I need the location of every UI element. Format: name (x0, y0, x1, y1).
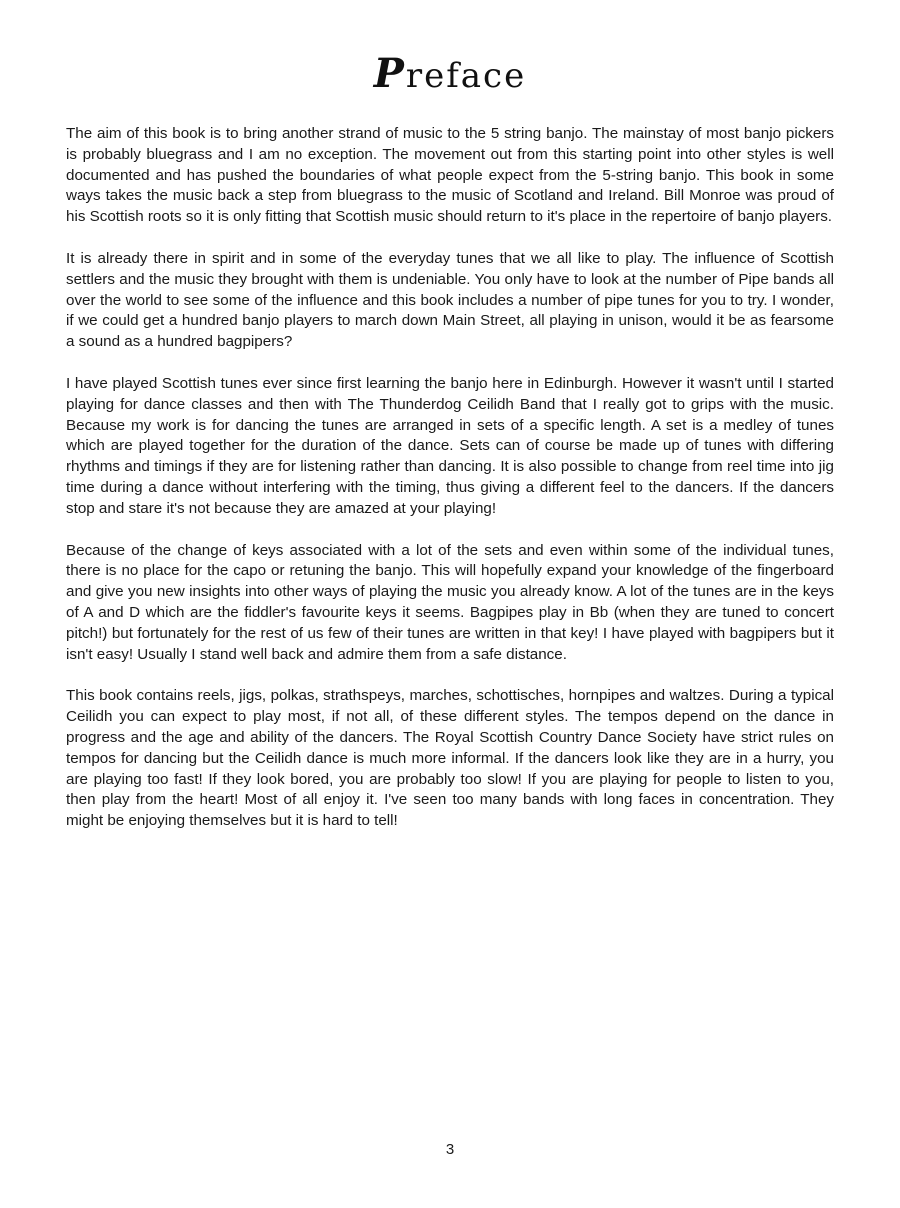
paragraph-4: Because of the change of keys associated with a lot of the sets and even within some of the individual tunes, there is no place for the capo or retuning the banjo. This will hopefully expand your knowledge of the fingerboard and give you new insights into other ways of playing the music you already know. A lot of the tunes are in the keys of A and D which are the fiddler's favourite keys it seems. Bagpipes play in Bb (when they are tuned to concert pitch!) but fortunately for the rest of us few of their tunes are written in that key! I have played with bagpipers but it isn't easy! Usually I stand well back and admire them from a safe distance. (66, 541, 834, 663)
paragraph-3: I have played Scottish tunes ever since first learning the banjo here in Edinburgh. However it wasn't until I started playing for dance classes and then with The Thunderdog Ceilidh Band that I really got to grips with the music. Because my work is for dancing the tunes are arranged in sets of a specific length. A set is a medley of tunes which are played together for the duration of the dance. Sets can of course be made up of tunes with differing rhythms and timings if they are for listening rather than dancing. It is also possible to change from reel time into jig time during a dance without interfering with the timing, thus giving a different feel to the dancers. If the dancers stop and stare it's not because they are amazed at your playing! (66, 374, 834, 517)
page-title (0, 50, 900, 97)
paragraph-5: This book contains reels, jigs, polkas, strathspeys, marches, schottisches, hornpipes and waltzes. During a typical Ceilidh you can expect to play most, if not all, of these different styles. The tempos depend on the dance in progress and the age and ability of the dancers. The Royal Scottish Country Dance Society have strict rules on tempos for dancing but the Ceilidh dance is much more informal. If the dancers look like they are in a hurry, you are playing too fast! If they look bored, you are probably too slow! If you are playing for people to listen to you, then play from the heart! Most of all enjoy it. I've seen too many bands with long faces in concentration. They might be enjoying themselves but it is hard to tell! (66, 687, 834, 830)
title-initial: P (373, 50, 406, 97)
page-number: 3 (445, 1141, 455, 1158)
title-rest: reface (405, 56, 527, 96)
paragraph-1: The aim of this book is to bring another strand of music to the 5 string banjo. The mainstay of most banjo pickers is probably bluegrass and I am no exception. The movement out from this starting point into other styles is well documented and has pushed the boundaries of what people expect from the 5-string banjo. This book in some ways takes the music back a step from bluegrass to the music of Scotland and Ireland. Bill Monroe was proud of his Scottish roots so it is only fitting that Scottish music should return to it's place in the repertoire of banjo players. (66, 125, 834, 226)
paragraph-2: It is already there in spirit and in some of the everyday tunes that we all like to play. The influence of Scottish settlers and the music they brought with them is undeniable. You only have to look at the number of Pipe bands all over the world to see some of the influence and this book includes a number of pipe tunes for you to try. I wonder, if we could get a hundred banjo players to march down Main Street, all playing in unison, would it be as fearsome a sound as a hundred bagpipers? (66, 249, 834, 351)
preface-body (66, 124, 834, 853)
